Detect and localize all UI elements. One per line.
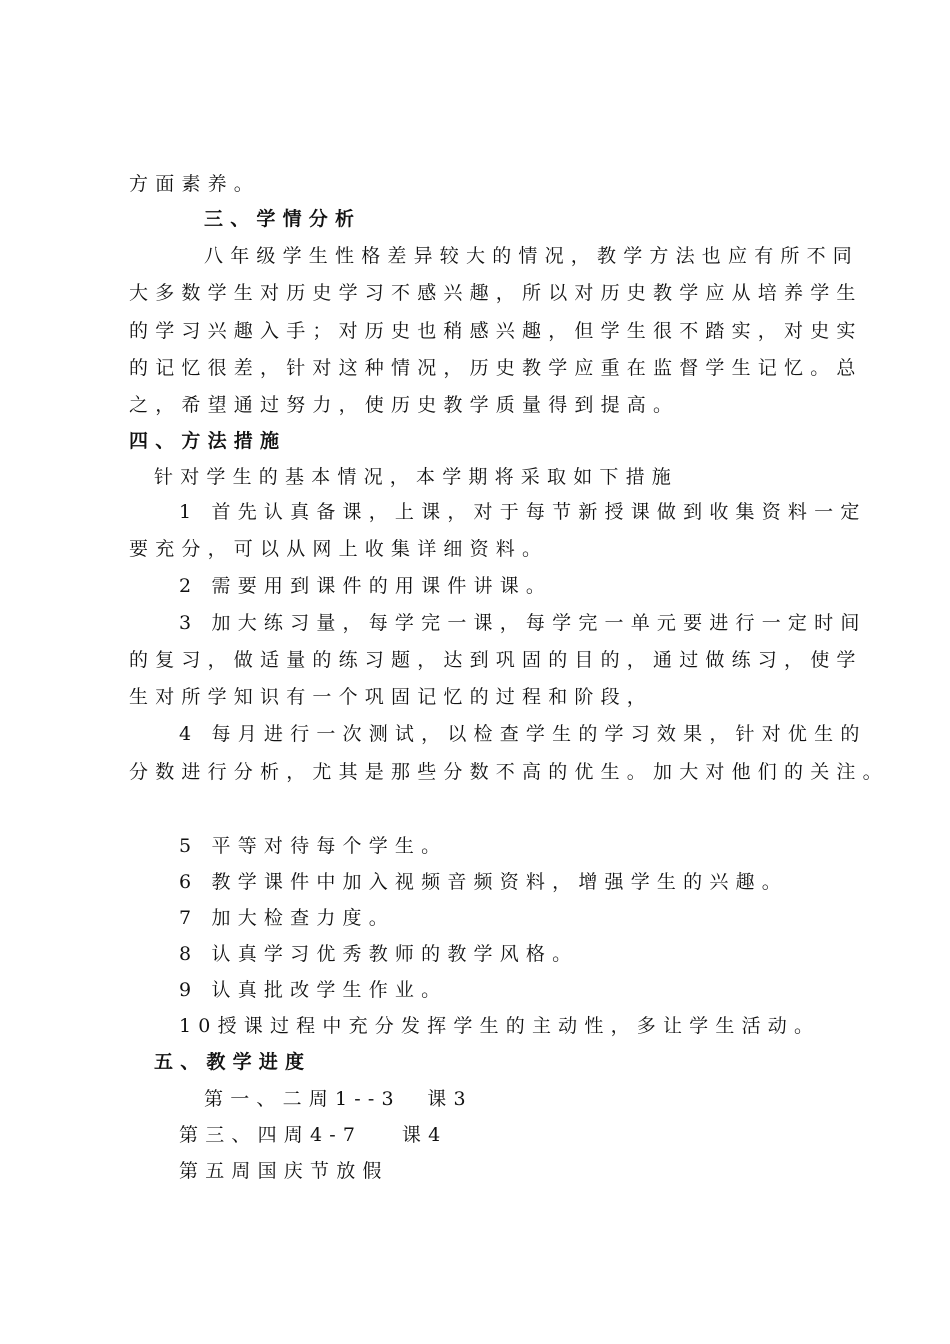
paragraph-line: 生对所学知识有一个巩固记忆的过程和阶段， <box>129 686 654 708</box>
section-heading-3: 三、学情分析 <box>204 208 362 230</box>
list-item: 1 首先认真备课，上课，对于每节新授课做到收集资料一定 <box>179 501 867 523</box>
paragraph-line: 要充分，可以从网上收集详细资料。 <box>129 538 549 560</box>
list-item: 5 平等对待每个学生。 <box>179 835 448 857</box>
section-heading-4: 四、方法措施 <box>129 430 287 452</box>
list-item: 9 认真批改学生作业。 <box>179 979 448 1001</box>
list-item: 8 认真学习优秀教师的教学风格。 <box>179 943 579 965</box>
list-item: 7 加大检查力度。 <box>179 907 395 929</box>
list-item: 6 教学课件中加入视频音频资料，增强学生的兴趣。 <box>179 871 788 893</box>
paragraph-line: 大多数学生对历史学习不感兴趣，所以对历史教学应从培养学生 <box>129 282 863 304</box>
section-heading-5: 五、教学进度 <box>154 1051 312 1073</box>
schedule-line: 第五周国庆节放假 <box>179 1160 389 1182</box>
list-item: 4 每月进行一次测试，以检查学生的学习效果，针对优生的 <box>179 723 867 745</box>
paragraph-line: 的复习，做适量的练习题，达到巩固的目的，通过做练习，使学 <box>129 649 863 671</box>
list-item: 3 加大练习量，每学完一课，每学完一单元要进行一定时间 <box>179 612 867 634</box>
paragraph-line: 八年级学生性格差异较大的情况，教学方法也应有所不同 <box>204 245 860 267</box>
paragraph-line: 方面素养。 <box>129 173 261 195</box>
paragraph-line: 的学习兴趣入手；对历史也稍感兴趣，但学生很不踏实，对史实 <box>129 320 863 342</box>
paragraph-line: 针对学生的基本情况，本学期将采取如下措施 <box>154 466 679 488</box>
schedule-line: 第一、二周1--3 课3 <box>204 1088 473 1110</box>
schedule-line: 第三、四周4-7 课4 <box>179 1124 448 1146</box>
list-item: 10授课过程中充分发挥学生的主动性，多让学生活动。 <box>179 1015 821 1037</box>
paragraph-line: 分数进行分析，尤其是那些分数不高的优生。加大对他们的关注。 <box>129 761 889 783</box>
list-item: 2 需要用到课件的用课件讲课。 <box>179 575 553 597</box>
paragraph-line: 之，希望通过努力，使历史教学质量得到提高。 <box>129 394 680 416</box>
paragraph-line: 的记忆很差，针对这种情况，历史教学应重在监督学生记忆。总 <box>129 357 863 379</box>
